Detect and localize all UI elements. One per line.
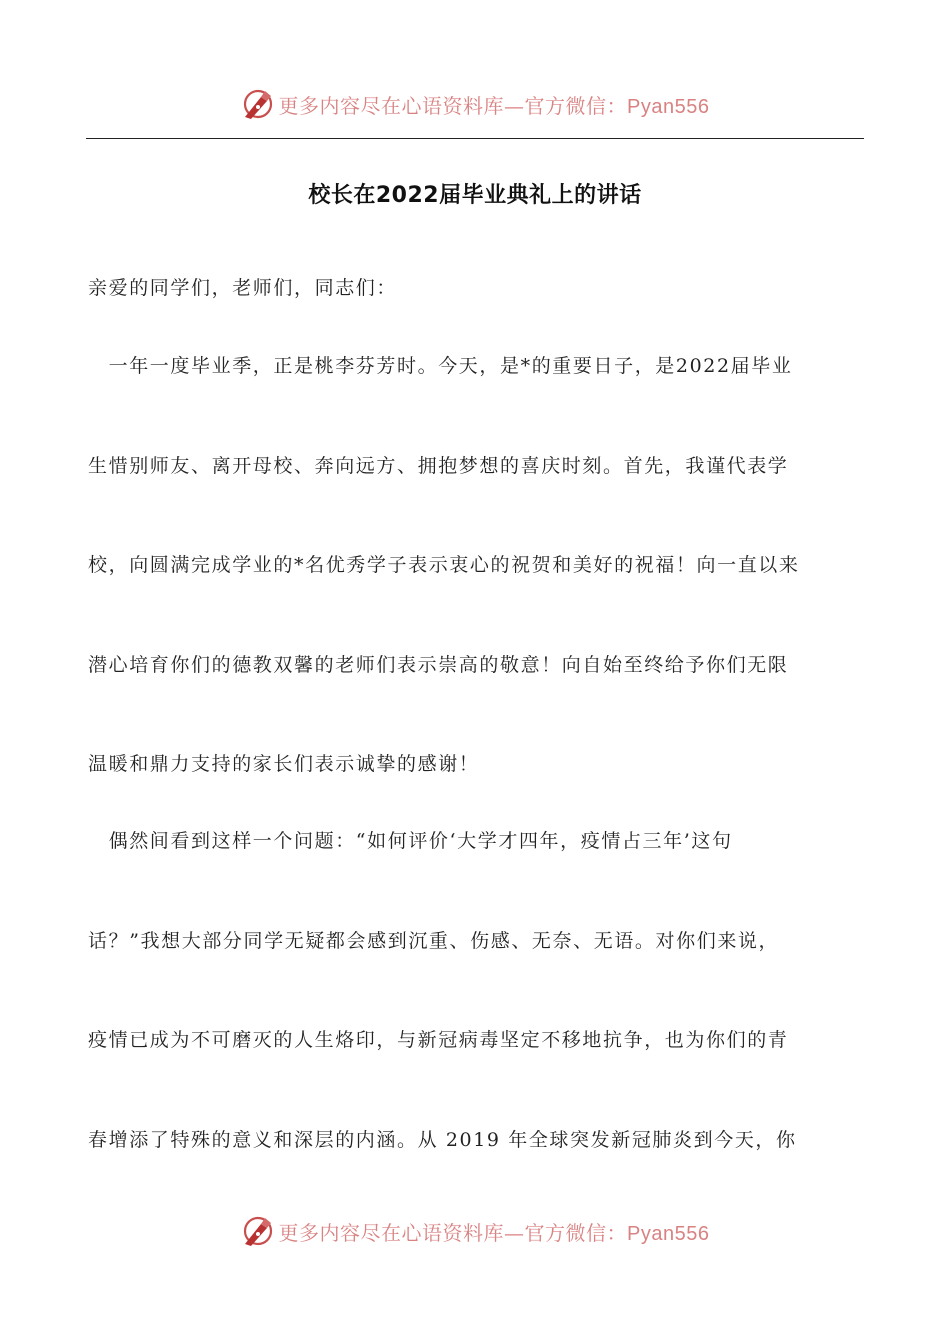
body-line: 生惜别师友、离开母校、奔向远方、拥抱梦想的喜庆时刻。首先，我谨代表学 bbox=[88, 455, 789, 477]
banner-text bbox=[279, 1217, 710, 1246]
body-line: 温暖和鼎力支持的家长们表示诚挚的感谢！ bbox=[88, 753, 480, 775]
body-line: 春增添了特殊的意义和深层的内涵。从 2019 年全球突发新冠肺炎到今天，你 bbox=[88, 1129, 797, 1151]
banner-slogan: 更多内容尽在心语资料库—官方微信： bbox=[278, 93, 628, 118]
header-banner bbox=[0, 84, 950, 124]
banner-slogan: 更多内容尽在心语资料库—官方微信： bbox=[278, 1220, 628, 1245]
pen-nib-circle-icon bbox=[241, 1214, 275, 1248]
header-divider bbox=[86, 138, 864, 139]
wechat-id: Pyan556 bbox=[627, 1222, 710, 1245]
document-title: 校长在2022届毕业典礼上的讲话 bbox=[308, 183, 642, 208]
footer-banner bbox=[0, 1211, 950, 1251]
wechat-id: Pyan556 bbox=[627, 95, 710, 118]
salutation: 亲爱的同学们，老师们，同志们： bbox=[88, 277, 398, 299]
body-line: 一年一度毕业季，正是桃李芬芳时。今天，是*的重要日子，是2022届毕业 bbox=[88, 355, 793, 377]
pen-nib-circle-icon bbox=[241, 87, 275, 121]
banner-text bbox=[279, 90, 710, 119]
body-line: 校，向圆满完成学业的*名优秀学子表示衷心的祝贺和美好的祝福！向一直以来 bbox=[88, 554, 800, 576]
body-line: 话？”我想大部分同学无疑都会感到沉重、伤感、无奈、无语。对你们来说， bbox=[88, 930, 780, 952]
body-line: 偶然间看到这样一个问题：“如何评价‘大学才四年，疫情占三年’这句 bbox=[88, 830, 733, 852]
body-line: 疫情已成为不可磨灭的人生烙印，与新冠病毒坚定不移地抗争，也为你们的青 bbox=[88, 1029, 789, 1051]
body-line: 潜心培育你们的德教双馨的老师们表示崇高的敬意！向自始至终给予你们无限 bbox=[88, 654, 789, 676]
